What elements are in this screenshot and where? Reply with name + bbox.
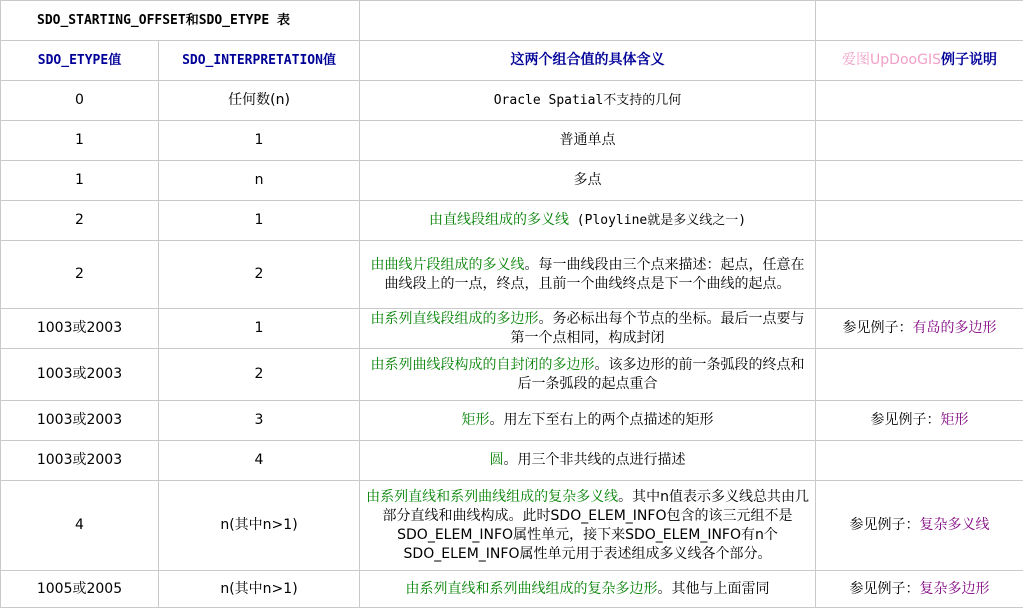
meaning-highlight: 由系列直线和系列曲线组成的复杂多边形: [405, 580, 658, 597]
cell-example: [816, 401, 1023, 441]
example-link[interactable]: 有岛的多边形: [912, 320, 997, 336]
cell-interp: 任何数(n): [159, 81, 360, 121]
cell-example: [816, 349, 1023, 401]
cell-example: [816, 201, 1023, 241]
cell-etype: 1003或2003: [1, 401, 159, 441]
cell-interp: 1: [159, 121, 360, 161]
example-prefix: 参见例子：: [842, 320, 913, 336]
cell-etype: 1003或2003: [1, 441, 159, 481]
table-row: [1, 571, 1023, 608]
cell-meaning: [360, 121, 816, 161]
cell-example: [816, 81, 1023, 121]
table-row: [1, 161, 1023, 201]
cell-example: [816, 481, 1023, 571]
header-interpretation: SDO_INTERPRETATION值: [159, 41, 360, 81]
cell-etype: 0: [1, 81, 159, 121]
table-row: [1, 241, 1023, 309]
cell-meaning: [360, 309, 816, 349]
table-row: [1, 401, 1023, 441]
example-link[interactable]: 矩形: [940, 412, 969, 428]
meaning-highlight: 由系列直线和系列曲线组成的复杂多义线: [366, 488, 619, 505]
cell-meaning: [360, 81, 816, 121]
title-spacer: [360, 1, 816, 41]
meaning-text: Oracle Spatial不支持的几何: [493, 93, 682, 108]
cell-example: [816, 121, 1023, 161]
table-row: [1, 201, 1023, 241]
cell-etype: 1: [1, 121, 159, 161]
meaning-text: 。用三个非共线的点进行描述: [503, 452, 686, 468]
header-example-label: 例子说明: [940, 52, 997, 68]
cell-meaning: [360, 241, 816, 309]
cell-interp: 1: [159, 201, 360, 241]
cell-example: [816, 441, 1023, 481]
table-row: [1, 81, 1023, 121]
cell-meaning: [360, 571, 816, 608]
header-row: [1, 41, 1023, 81]
meaning-text: 普通单点: [559, 132, 616, 148]
cell-example: [816, 571, 1023, 608]
cell-etype: 1005或2005: [1, 571, 159, 608]
meaning-highlight: 由曲线片段组成的多义线: [370, 256, 525, 273]
cell-etype: 1: [1, 161, 159, 201]
cell-example: [816, 241, 1023, 309]
cell-meaning: [360, 481, 816, 571]
meaning-highlight: 圆: [489, 452, 504, 468]
meaning-text: 。每一曲线段由三个点来描述：起点，任意在曲线段上的一点，终点，且前一个曲线终点是下一个曲线的起点。: [384, 256, 805, 292]
title-spacer: [816, 1, 1023, 41]
cell-meaning: [360, 401, 816, 441]
cell-etype: 4: [1, 481, 159, 571]
table-row: [1, 121, 1023, 161]
header-etype: SDO_ETYPE值: [1, 41, 159, 81]
meaning-text: 多点: [573, 172, 602, 188]
cell-example: [816, 309, 1023, 349]
table-row: [1, 349, 1023, 401]
cell-interp: n(其中n>1): [159, 571, 360, 608]
table-row: [1, 481, 1023, 571]
header-example-watermark: 爱图UpDooGIS: [842, 52, 941, 68]
cell-meaning: [360, 349, 816, 401]
example-prefix: 参见例子：: [849, 580, 920, 597]
example-prefix: 参见例子：: [870, 412, 941, 428]
table-title: SDO_STARTING_OFFSET和SDO_ETYPE 表: [1, 1, 360, 41]
cell-meaning: [360, 161, 816, 201]
meaning-highlight: 由直线段组成的多义线: [428, 212, 569, 228]
title-row: [1, 1, 1023, 41]
meaning-highlight: 由系列曲线段构成的自封闭的多边形: [370, 356, 595, 373]
cell-etype: 2: [1, 201, 159, 241]
cell-example: [816, 161, 1023, 201]
meaning-text: 。该多边形的前一条弧段的终点和后一条弧段的起点重合: [517, 356, 805, 392]
header-example: [816, 41, 1023, 81]
cell-interp: n: [159, 161, 360, 201]
example-link[interactable]: 复杂多边形: [919, 580, 990, 597]
cell-etype: 2: [1, 241, 159, 309]
meaning-text: (Ployline就是多义线之一): [568, 213, 747, 228]
header-meaning: 这两个组合值的具体含义: [360, 41, 816, 81]
meaning-highlight: 由系列直线段组成的多边形: [370, 310, 539, 327]
cell-interp: 2: [159, 241, 360, 309]
cell-etype: 1003或2003: [1, 309, 159, 349]
cell-etype: 1003或2003: [1, 349, 159, 401]
cell-interp: 4: [159, 441, 360, 481]
meaning-text: 。用左下至右上的两个点描述的矩形: [489, 412, 714, 428]
example-link[interactable]: 复杂多义线: [919, 517, 990, 533]
table-row: [1, 309, 1023, 349]
example-prefix: 参见例子：: [849, 517, 920, 533]
meaning-highlight: 矩形: [461, 412, 490, 428]
cell-interp: 2: [159, 349, 360, 401]
cell-interp: n(其中n>1): [159, 481, 360, 571]
meaning-text: 。其他与上面雷同: [657, 580, 770, 597]
cell-interp: 1: [159, 309, 360, 349]
meaning-text: 。其中n值表示多义线总共由几部分直线和曲线构成。此时SDO_ELEM_INFO包含的该三元组不是SDO_ELEM_INFO属性单元，接下来SDO_ELEM_INFO有n个SDO_ELEM_INFO属性单元用于表述组成多义线各个部分。: [382, 488, 809, 562]
table-row: [1, 441, 1023, 481]
cell-meaning: [360, 441, 816, 481]
cell-meaning: [360, 201, 816, 241]
meaning-text: 。务必标出每个节点的坐标。最后一点要与第一个点相同，构成封闭: [510, 310, 805, 346]
cell-interp: 3: [159, 401, 360, 441]
